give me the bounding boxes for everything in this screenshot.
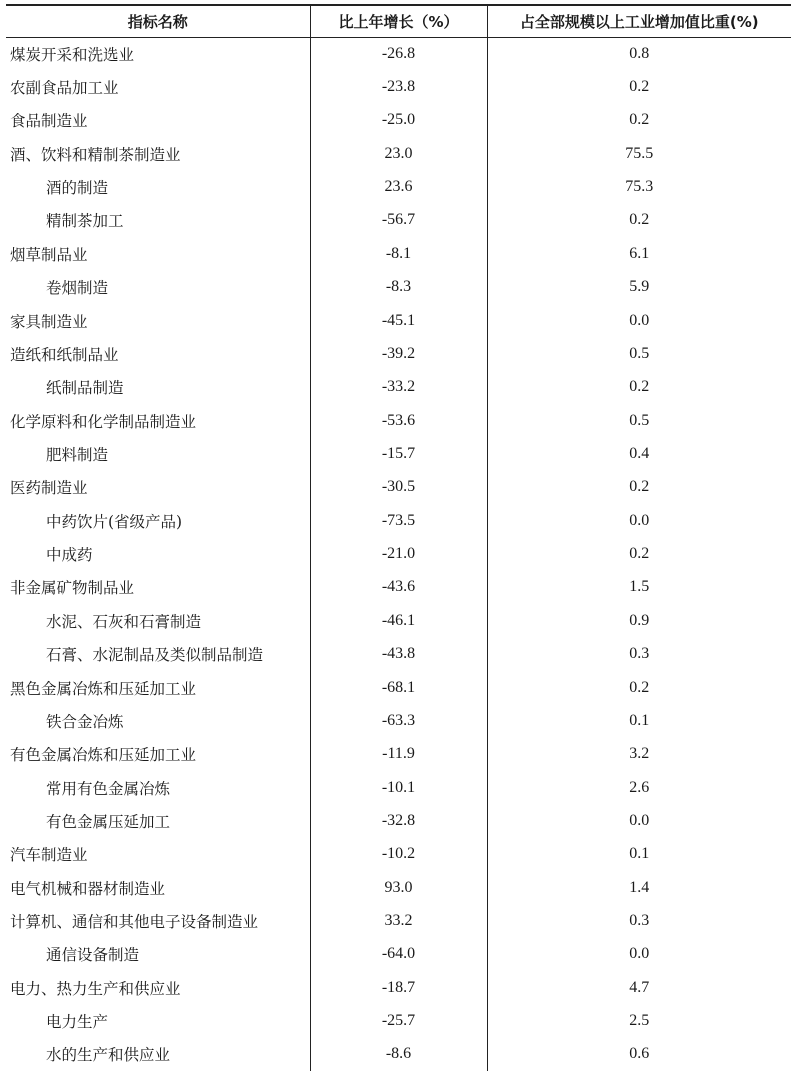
table-row — [6, 871, 791, 904]
row-growth-value: 23.0 — [310, 137, 487, 170]
row-indicator-name: 化学原料和化学制品制造业 — [10, 412, 197, 431]
row-share-value: 75.3 — [487, 170, 791, 203]
row-growth-value: -43.8 — [310, 637, 487, 670]
table-row — [6, 571, 791, 604]
table-row — [6, 137, 791, 170]
row-growth-value: -26.8 — [310, 37, 487, 70]
table-row — [6, 237, 791, 270]
row-share-value: 0.4 — [487, 437, 791, 470]
table-row — [6, 971, 791, 1004]
row-growth-value: -30.5 — [310, 471, 487, 504]
row-indicator-name: 农副食品加工业 — [10, 79, 119, 98]
row-growth-value: -73.5 — [310, 504, 487, 537]
row-growth-value: -18.7 — [310, 971, 487, 1004]
row-share-value: 0.2 — [487, 371, 791, 404]
row-share-value: 4.7 — [487, 971, 791, 1004]
row-share-value: 0.5 — [487, 404, 791, 437]
table-row — [6, 504, 791, 537]
table-row — [6, 904, 791, 937]
table-row — [6, 637, 791, 670]
row-share-value: 75.5 — [487, 137, 791, 170]
row-indicator-name: 电力生产 — [46, 1013, 109, 1032]
row-indicator-name: 有色金属冶炼和压延加工业 — [10, 746, 197, 765]
row-share-value: 0.0 — [487, 938, 791, 971]
row-indicator-name: 医药制造业 — [10, 479, 88, 498]
row-growth-value: -8.3 — [310, 271, 487, 304]
row-growth-value: -68.1 — [310, 671, 487, 704]
row-indicator-name: 计算机、通信和其他电子设备制造业 — [10, 913, 259, 932]
row-growth-value: -11.9 — [310, 738, 487, 771]
row-share-value: 0.2 — [487, 204, 791, 237]
row-share-value: 6.1 — [487, 237, 791, 270]
row-share-value: 1.4 — [487, 871, 791, 904]
row-share-value: 0.6 — [487, 1038, 791, 1071]
row-indicator-name: 纸制品制造 — [46, 379, 124, 398]
table-row — [6, 371, 791, 404]
table-row — [6, 404, 791, 437]
row-indicator-name: 酒的制造 — [46, 179, 109, 198]
row-indicator-name: 有色金属压延加工 — [46, 812, 171, 831]
row-share-value: 0.2 — [487, 471, 791, 504]
row-growth-value: 93.0 — [310, 871, 487, 904]
row-growth-value: -10.1 — [310, 771, 487, 804]
table-header — [6, 5, 791, 37]
row-share-value: 0.3 — [487, 637, 791, 670]
table-row — [6, 537, 791, 570]
table-row — [6, 838, 791, 871]
table-row — [6, 938, 791, 971]
row-indicator-name: 通信设备制造 — [46, 946, 140, 965]
row-indicator-name: 造纸和纸制品业 — [10, 345, 119, 364]
table-body — [6, 37, 791, 1071]
header-row — [6, 5, 791, 37]
row-indicator-name: 电力、热力生产和供应业 — [10, 979, 181, 998]
row-share-value: 0.0 — [487, 804, 791, 837]
row-growth-value: 33.2 — [310, 904, 487, 937]
row-indicator-name: 汽车制造业 — [10, 846, 88, 865]
table-row — [6, 771, 791, 804]
industry-table — [6, 4, 791, 1071]
row-share-value: 0.5 — [487, 337, 791, 370]
row-growth-value: -8.1 — [310, 237, 487, 270]
row-share-value: 0.3 — [487, 904, 791, 937]
row-indicator-name: 中成药 — [46, 546, 93, 565]
row-growth-value: -33.2 — [310, 371, 487, 404]
row-indicator-name: 中药饮片(省级产品) — [46, 512, 183, 531]
table-row — [6, 337, 791, 370]
header-growth: 比上年增长（%） — [310, 5, 487, 37]
row-indicator-name: 烟草制品业 — [10, 245, 88, 264]
row-indicator-name: 黑色金属冶炼和压延加工业 — [10, 679, 197, 698]
row-indicator-name: 精制茶加工 — [46, 212, 124, 231]
row-growth-value: -64.0 — [310, 938, 487, 971]
row-indicator-name: 石膏、水泥制品及类似制品制造 — [46, 646, 264, 665]
table-row — [6, 1004, 791, 1037]
row-indicator-name: 煤炭开采和洗选业 — [10, 45, 135, 64]
row-growth-value: -10.2 — [310, 838, 487, 871]
row-indicator-name: 肥料制造 — [46, 445, 109, 464]
table-row — [6, 104, 791, 137]
row-indicator-name: 卷烟制造 — [46, 279, 109, 298]
row-indicator-name: 水的生产和供应业 — [46, 1046, 171, 1065]
row-growth-value: -32.8 — [310, 804, 487, 837]
row-growth-value: -46.1 — [310, 604, 487, 637]
row-share-value: 1.5 — [487, 571, 791, 604]
table-row — [6, 1038, 791, 1071]
table-row — [6, 304, 791, 337]
row-growth-value: -63.3 — [310, 704, 487, 737]
table-row — [6, 738, 791, 771]
row-growth-value: -15.7 — [310, 437, 487, 470]
header-share: 占全部规模以上工业增加值比重(%) — [487, 5, 791, 37]
row-indicator-name: 铁合金冶炼 — [46, 712, 124, 731]
row-growth-value: -25.0 — [310, 104, 487, 137]
row-share-value: 0.2 — [487, 671, 791, 704]
row-indicator-name: 酒、饮料和精制茶制造业 — [10, 145, 181, 164]
row-indicator-name: 电气机械和器材制造业 — [10, 879, 166, 898]
row-indicator-name: 水泥、石灰和石膏制造 — [46, 612, 202, 631]
table-row — [6, 471, 791, 504]
row-share-value: 0.2 — [487, 537, 791, 570]
row-indicator-name: 食品制造业 — [10, 112, 88, 131]
row-indicator-name: 家具制造业 — [10, 312, 88, 331]
row-growth-value: -56.7 — [310, 204, 487, 237]
table-row — [6, 804, 791, 837]
row-growth-value: -8.6 — [310, 1038, 487, 1071]
table-row — [6, 204, 791, 237]
row-share-value: 0.0 — [487, 304, 791, 337]
table-row — [6, 437, 791, 470]
row-share-value: 0.8 — [487, 37, 791, 70]
row-indicator-name: 常用有色金属冶炼 — [46, 779, 171, 798]
row-share-value: 0.1 — [487, 704, 791, 737]
row-growth-value: -25.7 — [310, 1004, 487, 1037]
row-growth-value: -45.1 — [310, 304, 487, 337]
row-share-value: 0.9 — [487, 604, 791, 637]
table-row — [6, 271, 791, 304]
table-row — [6, 671, 791, 704]
table-row — [6, 170, 791, 203]
row-share-value: 3.2 — [487, 738, 791, 771]
table-row — [6, 604, 791, 637]
row-share-value: 5.9 — [487, 271, 791, 304]
row-growth-value: 23.6 — [310, 170, 487, 203]
row-growth-value: -39.2 — [310, 337, 487, 370]
row-indicator-name: 非金属矿物制品业 — [10, 579, 135, 598]
row-growth-value: -43.6 — [310, 571, 487, 604]
row-share-value: 2.6 — [487, 771, 791, 804]
row-share-value: 0.0 — [487, 504, 791, 537]
row-growth-value: -53.6 — [310, 404, 487, 437]
row-share-value: 0.2 — [487, 104, 791, 137]
header-indicator-name: 指标名称 — [6, 5, 310, 37]
row-growth-value: -21.0 — [310, 537, 487, 570]
row-share-value: 0.1 — [487, 838, 791, 871]
row-growth-value: -23.8 — [310, 70, 487, 103]
row-share-value: 0.2 — [487, 70, 791, 103]
table-row — [6, 704, 791, 737]
table-row — [6, 70, 791, 103]
row-share-value: 2.5 — [487, 1004, 791, 1037]
table-row — [6, 37, 791, 70]
